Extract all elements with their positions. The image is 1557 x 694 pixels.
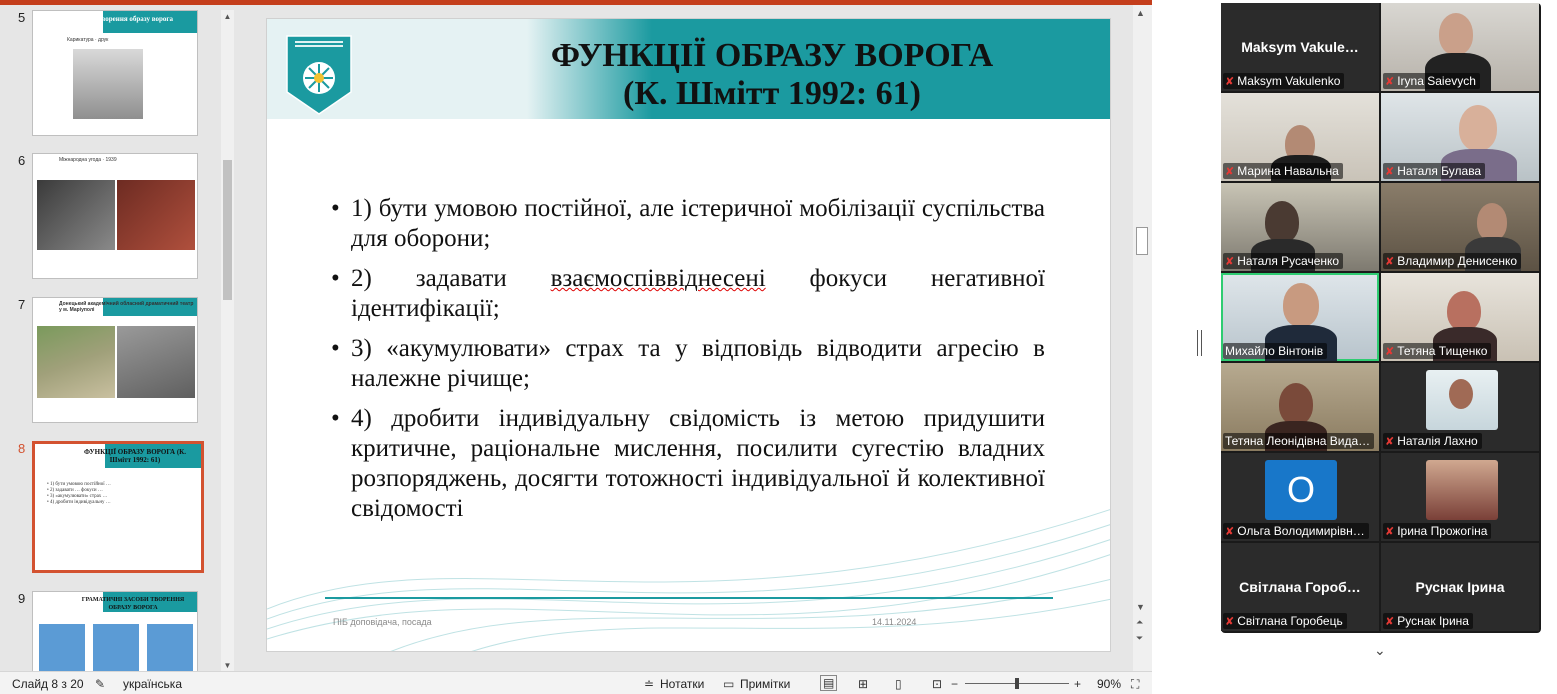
participant-label: Михайло Вінтонів bbox=[1223, 343, 1327, 359]
status-bar bbox=[0, 671, 1152, 694]
muted-mic-icon: ✘ bbox=[1385, 76, 1395, 88]
zoom-in-icon[interactable]: + bbox=[1074, 677, 1082, 691]
muted-mic-icon: ✘ bbox=[1225, 256, 1235, 268]
thumbnail-number: 8 bbox=[18, 441, 26, 456]
participant-tile[interactable] bbox=[1221, 453, 1379, 541]
spellcheck-icon[interactable]: ✎ bbox=[95, 677, 106, 691]
scroll-thumb[interactable] bbox=[223, 160, 232, 300]
participant-label: ✘ Ірина Прожогіна bbox=[1383, 523, 1491, 539]
participant-label: ✘ Ольга Володимирівн… bbox=[1223, 523, 1369, 539]
slide-counter: Слайд 8 з 20 bbox=[12, 677, 84, 691]
participant-label: ✘ Руснак Ірина bbox=[1383, 613, 1473, 629]
comments-button[interactable]: Примітки bbox=[740, 677, 791, 691]
thumbnail-number: 6 bbox=[18, 153, 26, 168]
next-slide-icon[interactable]: ⏷ bbox=[1136, 633, 1144, 643]
slideshow-icon[interactable]: ⊡ bbox=[932, 677, 943, 691]
normal-view-icon[interactable]: ▤ bbox=[820, 675, 837, 691]
fit-to-window-icon[interactable]: ⛶ bbox=[1131, 677, 1140, 691]
footer-line bbox=[325, 597, 1053, 599]
muted-mic-icon: ✘ bbox=[1385, 256, 1395, 268]
thumbnail-number: 9 bbox=[18, 591, 26, 606]
thumbnail-title: ГРАМАТИЧНІ ЗАСОБИ ТВОРЕННЯ ОБРАЗУ ВОРОГА bbox=[81, 597, 185, 611]
participant-label: ✘ Владимир Дениcенко bbox=[1383, 253, 1521, 269]
participant-tile[interactable] bbox=[1381, 93, 1539, 181]
thumbnail-number: 5 bbox=[18, 10, 26, 25]
bullet-text: фокуси негативної ідентифікації; bbox=[351, 265, 1045, 322]
scroll-up-icon[interactable]: ▲ bbox=[223, 12, 232, 21]
muted-mic-icon: ✘ bbox=[1385, 166, 1395, 178]
profile-photo bbox=[1426, 460, 1498, 520]
avatar-initial: O bbox=[1265, 460, 1337, 520]
participant-label: Тетяна Леонідівна Вида… bbox=[1223, 433, 1374, 449]
scroll-up-icon[interactable]: ▲ bbox=[1136, 8, 1145, 18]
bullet-item: • 4) дробити індивідуальну свідомість із метою придушити критичне, раціональне мислення, посилити сугестію владних розпоряджень, досягти тотожності індивідуальної й колективної свідомості bbox=[331, 404, 1045, 524]
participant-tile[interactable] bbox=[1221, 543, 1379, 631]
thumbnail-title: Утворення образу ворога bbox=[92, 15, 174, 23]
participant-tile[interactable] bbox=[1381, 363, 1539, 451]
bullet-item bbox=[331, 264, 1045, 324]
scroll-thumb[interactable] bbox=[1136, 227, 1148, 255]
zoom-out-icon[interactable]: − bbox=[951, 677, 959, 691]
bullet-item: • 1) бути умовою постійної, але істеричної мобілізації суспільства для оборони; bbox=[331, 194, 1045, 254]
thumbnails-scrollbar[interactable] bbox=[221, 10, 234, 671]
scroll-down-icon[interactable]: ▼ bbox=[223, 661, 232, 670]
current-slide[interactable] bbox=[266, 18, 1111, 652]
notes-icon[interactable]: ≐ bbox=[644, 677, 655, 691]
chevron-down-icon[interactable]: ⌄ bbox=[1374, 642, 1386, 658]
muted-mic-icon: ✘ bbox=[1385, 526, 1395, 538]
participant-tile[interactable] bbox=[1381, 183, 1539, 271]
bullet-text: 2) задавати bbox=[351, 265, 551, 292]
participant-name-large: Maksym Vakule… bbox=[1241, 39, 1359, 55]
panel-splitter[interactable] bbox=[1152, 0, 1221, 694]
participant-tile[interactable] bbox=[1381, 453, 1539, 541]
comments-icon[interactable]: ▭ bbox=[723, 677, 735, 691]
participant-tile-active-speaker[interactable] bbox=[1221, 273, 1379, 361]
scroll-down-icon[interactable]: ▼ bbox=[1136, 602, 1145, 612]
participant-tile[interactable] bbox=[1381, 3, 1539, 91]
footer-presenter: ПІБ доповідача, посада bbox=[333, 617, 432, 627]
video-gallery bbox=[1221, 3, 1541, 633]
slide-title-line-1: ФУНКЦІЇ ОБРАЗУ ВОРОГА bbox=[550, 37, 994, 74]
zoom-participants-panel bbox=[1221, 0, 1557, 694]
participant-label: ✘ Марина Навальна bbox=[1223, 163, 1343, 179]
participant-label: ✘ Світлана Горобець bbox=[1223, 613, 1347, 629]
participant-tile[interactable] bbox=[1221, 93, 1379, 181]
participant-label: ✘ Тетяна Тищенко bbox=[1383, 343, 1491, 359]
thumbnail-title: ФУНКЦІЇ ОБРАЗУ ВОРОГА (К. Шмітт 1992: 61) bbox=[84, 448, 186, 464]
notes-button[interactable]: Нотатки bbox=[660, 677, 705, 691]
decorative-waves bbox=[267, 489, 1111, 652]
slide-sorter-icon[interactable]: ⊞ bbox=[858, 677, 869, 691]
muted-mic-icon: ✘ bbox=[1385, 616, 1395, 628]
participant-label: ✘ Iryna Saievych bbox=[1383, 73, 1480, 89]
slide-title bbox=[467, 37, 1077, 113]
participant-name-large: Світлана Гороб… bbox=[1239, 579, 1361, 595]
slide-editor[interactable] bbox=[237, 5, 1138, 671]
muted-mic-icon: ✘ bbox=[1385, 346, 1395, 358]
participant-label: ✘ Наталя Русаченко bbox=[1223, 253, 1343, 269]
participant-name-large: Руснак Ірина bbox=[1415, 579, 1505, 595]
footer-date: 14.11.2024 bbox=[872, 617, 917, 627]
participant-label: ✘ Наталя Булава bbox=[1383, 163, 1485, 179]
resize-handle-icon[interactable] bbox=[1197, 330, 1202, 356]
muted-mic-icon: ✘ bbox=[1385, 436, 1395, 448]
slide-body[interactable] bbox=[331, 194, 1045, 534]
participant-tile[interactable] bbox=[1381, 543, 1539, 631]
muted-mic-icon: ✘ bbox=[1225, 76, 1235, 88]
muted-mic-icon: ✘ bbox=[1225, 166, 1235, 178]
spellcheck-word: взаємоспіввіднесені bbox=[550, 265, 766, 292]
bullet-item: • 3) «акумулювати» страх та у відповідь відводити агресію в належне річище; bbox=[331, 334, 1045, 394]
zoom-slider-thumb[interactable] bbox=[1015, 678, 1019, 689]
zoom-level[interactable]: 90% bbox=[1097, 677, 1122, 691]
participant-label: ✘ Наталія Лахно bbox=[1383, 433, 1482, 449]
participant-tile[interactable] bbox=[1221, 183, 1379, 271]
muted-mic-icon: ✘ bbox=[1225, 526, 1235, 538]
previous-slide-icon[interactable]: ⏶ bbox=[1136, 617, 1144, 627]
university-logo-icon bbox=[285, 34, 353, 116]
muted-mic-icon: ✘ bbox=[1225, 616, 1235, 628]
language-indicator[interactable]: українська bbox=[123, 677, 182, 691]
reading-view-icon[interactable]: ▯ bbox=[895, 677, 902, 691]
slide-title-line-2: (К. Шмітт 1992: 61) bbox=[623, 75, 921, 112]
slide-thumbnails-pane[interactable]: 5 Утворення образу ворога Карикатура · друк 6 Міжнародна угода · 1939 7 Донецький академічний обласний драматичний театр у м. Маріуполі 8 ФУНКЦІЇ ОБРАЗУ ВОРОГА (К. Шмітт 1992: 61) • 1) бути умовою постійної … • 2) задавати … фокуси … • 3) «акумулювати» страх … • 4) дробити індивідуальну … 9 ГРАМАТИЧНІ ЗАСОБИ ТВОРЕННЯ ОБРАЗУ ВОРОГА ▲ ▼ bbox=[0, 5, 237, 671]
participant-tile[interactable] bbox=[1381, 273, 1539, 361]
participant-tile[interactable] bbox=[1221, 3, 1379, 91]
participant-tile[interactable] bbox=[1221, 363, 1379, 451]
thumbnail-title: Донецький академічний обласний драматичний театр у м. Маріуполі bbox=[59, 301, 194, 313]
editor-scrollbar[interactable] bbox=[1133, 5, 1152, 671]
thumbnail-number: 7 bbox=[18, 297, 26, 312]
participant-label: ✘ Maksym Vakulenko bbox=[1223, 73, 1344, 89]
